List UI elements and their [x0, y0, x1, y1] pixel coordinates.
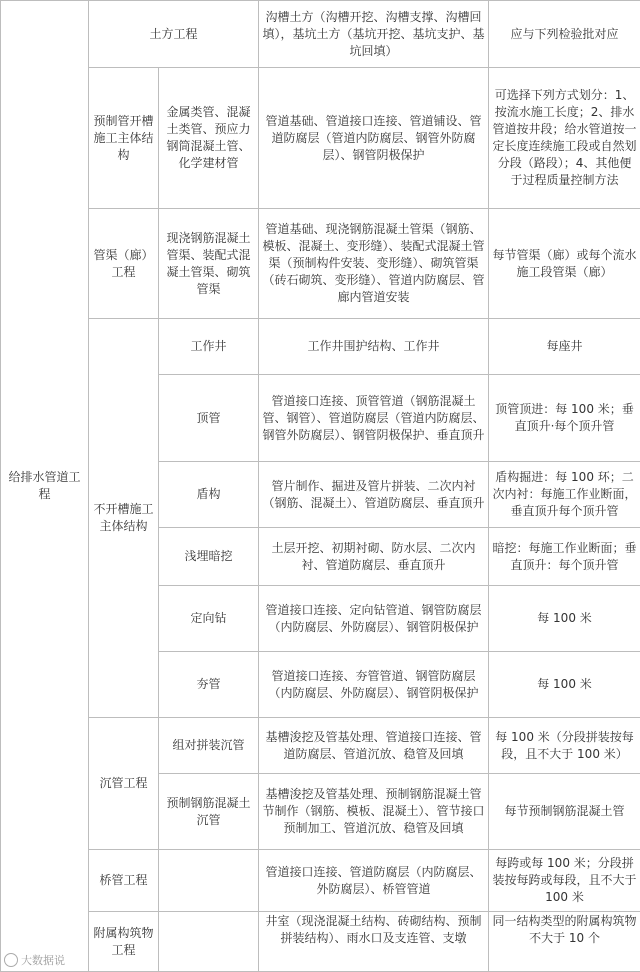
subitem-cell: 工作井 — [159, 319, 259, 375]
subitem-cell: 夯管 — [159, 652, 259, 718]
batch-cell: 每 100 米 — [489, 586, 640, 652]
subitem-cell: 预制钢筋混凝土沉管 — [159, 774, 259, 850]
items-cell: 工作井围护结构、工作井 — [259, 319, 489, 375]
subitem-cell: 组对拼装沉管 — [159, 718, 259, 774]
table-row — [1, 912, 640, 972]
items-cell: 管道接口连接、顶管管道（钢筋混凝土管、钢管）、管道防腐层（管道内防腐层、钢管外防腐层）、钢管阴极保护、垂直顶升 — [259, 375, 489, 462]
subitem-cell — [159, 912, 259, 972]
items-cell: 基槽浚挖及管基处理、预制钢筋混凝土管节制作（钢筋、模板、混凝土）、管节接口预制加工、管道沉放、稳管及回填 — [259, 774, 489, 850]
batch-cell: 每座井 — [489, 319, 640, 375]
subitem-cell: 定向钻 — [159, 586, 259, 652]
watermark-text: 大数据说 — [21, 952, 65, 968]
subunit-cell: 管渠（廊）工程 — [89, 209, 159, 319]
subunit-cell: 沉管工程 — [89, 718, 159, 850]
batch-cell: 盾构掘进：每 100 环；二次内衬：每施工作业断面，垂直顶升每个顶升管 — [489, 462, 640, 528]
subitem-cell — [159, 850, 259, 912]
project-cell: 给排水管道工程 — [1, 1, 89, 972]
items-cell: 沟槽土方（沟槽开挖、沟槽支撑、沟槽回填），基坑土方（基坑开挖、基坑支护、基坑回填） — [259, 1, 489, 68]
subunit-cell: 预制管开槽施工主体结构 — [89, 68, 159, 209]
items-cell: 管道接口连接、夯管管道、钢管防腐层（内防腐层、外防腐层）、钢管阴极保护 — [259, 652, 489, 718]
batch-cell: 暗挖：每施工作业断面；垂直顶升：每个顶升管 — [489, 528, 640, 586]
batch-cell: 顶管顶进：每 100 米；垂直顶升·每个顶升管 — [489, 375, 640, 462]
batch-cell: 每跨或每 100 米；分段拼装按每跨或每段，且不大于 100 米 — [489, 850, 640, 912]
batch-cell: 可选择下列方式划分：1、按流水施工长度；2、排水管道按井段；给水管道按一定长度连续施工段或自然划分段（路段）；4、其他便于过程质量控制方法 — [489, 68, 640, 209]
subunit-cell: 土方工程 — [89, 1, 259, 68]
batch-cell: 应与下列检验批对应 — [489, 1, 640, 68]
items-cell: 基槽浚挖及管基处理、管道接口连接、管道防腐层、管道沉放、稳管及回填 — [259, 718, 489, 774]
table-row — [1, 68, 640, 209]
subunit-cell: 桥管工程 — [89, 850, 159, 912]
batch-cell: 每节管渠（廊）或每个流水施工段管渠（廊） — [489, 209, 640, 319]
subitem-cell: 顶管 — [159, 375, 259, 462]
subunit-cell: 不开槽施工主体结构 — [89, 319, 159, 718]
subunit-cell: 附属构筑物工程 — [89, 912, 159, 972]
items-cell: 管道基础、现浇钢筋混凝土管渠（钢筋、模板、混凝土、变形缝）、装配式混凝土管渠（预制构件安装、变形缝）、砌筑管渠（砖石砌筑、变形缝）、管道内防腐层、管廊内管道安装 — [259, 209, 489, 319]
table-row — [1, 1, 640, 68]
batch-cell: 每 100 米（分段拼装按每段，且不大于 100 米） — [489, 718, 640, 774]
batch-cell: 同一结构类型的附属构筑物不大于 10 个 — [489, 912, 640, 972]
subitem-cell: 现浇钢筋混凝土管渠、装配式混凝土管渠、砌筑管渠 — [159, 209, 259, 319]
table-row — [1, 718, 640, 774]
table-row — [1, 850, 640, 912]
weibo-logo-icon — [4, 953, 18, 967]
table-row — [1, 209, 640, 319]
items-cell: 管道接口连接、管道防腐层（内防腐层、外防腐层）、桥管管道 — [259, 850, 489, 912]
items-cell: 管道基础、管道接口连接、管道铺设、管道防腐层（管道内防腐层、钢管外防腐层）、钢管阴极保护 — [259, 68, 489, 209]
batch-cell: 每节预制钢筋混凝土管 — [489, 774, 640, 850]
subitem-cell: 盾构 — [159, 462, 259, 528]
subitem-cell: 浅埋暗挖 — [159, 528, 259, 586]
batch-cell: 每 100 米 — [489, 652, 640, 718]
watermark — [4, 952, 65, 968]
items-cell: 管片制作、掘进及管片拼装、二次内衬（钢筋、混凝土）、管道防腐层、垂直顶升 — [259, 462, 489, 528]
subitem-cell: 金属类管、混凝土类管、预应力钢筒混凝土管、化学建材管 — [159, 68, 259, 209]
items-cell: 管道接口连接、定向钻管道、钢管防腐层（内防腐层、外防腐层）、钢管阴极保护 — [259, 586, 489, 652]
items-cell: 井室（现浇混凝土结构、砖砌结构、预制拼装结构）、雨水口及支连管、支墩 — [259, 912, 489, 972]
table-row — [1, 319, 640, 375]
items-cell: 土层开挖、初期衬砌、防水层、二次内衬、管道防腐层、垂直顶升 — [259, 528, 489, 586]
